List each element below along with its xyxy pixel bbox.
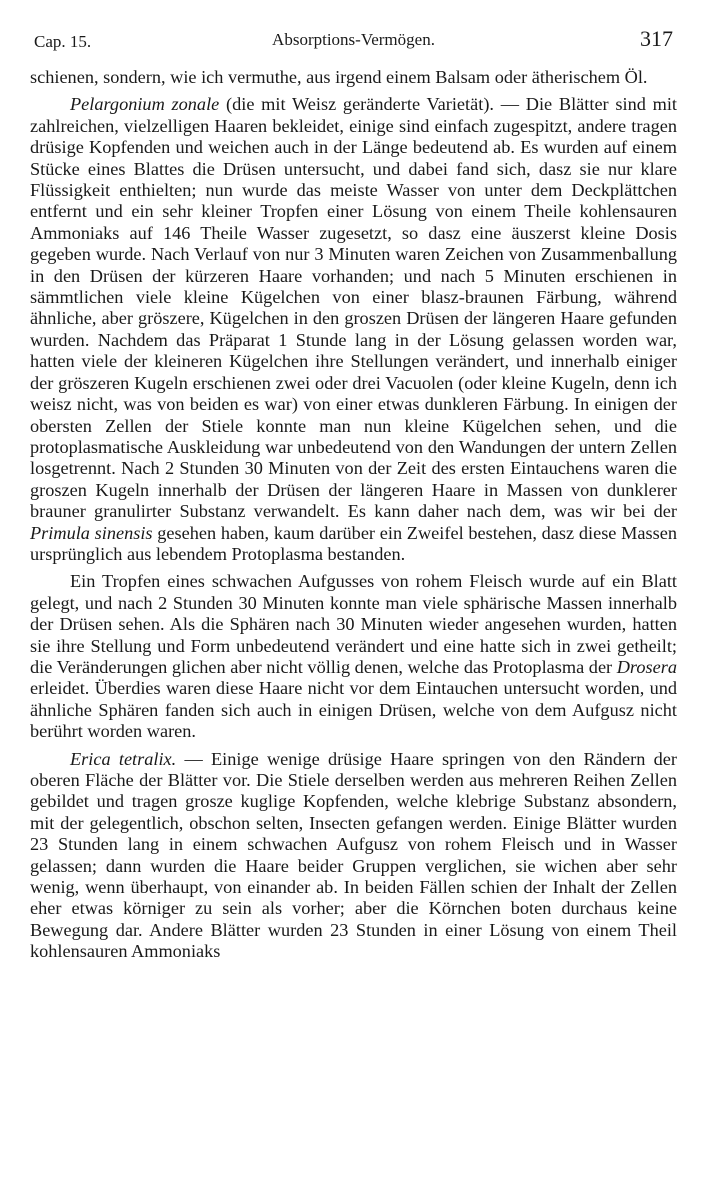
chapter-label: Cap. 15.	[34, 32, 92, 51]
text-segment: gesehen haben, kaum darüber ein Zweifel bestehen, dasz diese Massen ursprünglich aus lebendem Protoplasma bestanden.	[30, 522, 677, 564]
body-text	[30, 67, 677, 963]
section-title: Absorptions-Vermögen.	[272, 30, 435, 49]
species-name-primula: Primula sinensis	[30, 522, 153, 543]
running-header	[30, 26, 677, 58]
text-segment: — Einige wenige drüsige Haare springen von den Rändern der oberen Fläche der Blätter vor. Die Stiele derselben werden aus mehreren Reihen Zellen gebildet und tragen grosze kuglige Kopfenden, welche klebrige Substanz absondern, mit der gelegentlich, obschon selten, Insecten gefangen werden. Einige Blätter wurden 23 Stunden lang in einem schwachen Aufgusz von rohem Fleisch und in Wasser gelassen; dann wurden die Haare beider Gruppen verglichen, sie wichen aber sehr wenig, wenn überhaupt, von einander ab. In beiden Fällen schien der Inhalt der Zellen eher etwas körniger zu sein als vorher; aber die Körnchen boten durchaus keine Bewegung dar. Andere Blätter wurden 23 Stunden in einer Lösung von einem Theil kohlensauren Ammoniaks	[30, 748, 677, 962]
paragraph-pelargonium	[30, 94, 677, 565]
species-name-pelargonium: Pelargonium zonale	[70, 94, 220, 115]
text-segment: schienen, sondern, wie ich vermuthe, aus irgend einem Balsam oder ätherischem Öl.	[30, 67, 648, 87]
paragraph-erica	[30, 749, 677, 963]
paragraph-meat-infusion	[30, 571, 677, 742]
species-name-erica: Erica tetralix.	[70, 748, 177, 769]
text-segment: (die mit Weisz geränderte Varietät). — Die Blätter sind mit zahlreichen, vielzelligen Haaren bekleidet, einige sind einfach zugespitzt, andere tragen drüsige Kopfenden und weichen auch in der Länge bedeutend ab. Es wurden auf einem Stücke eines Blattes die Drüsen untersucht, und dabei fand sich, dasz sie nur klare Flüssigkeit enthielten; nun wurde das meiste Wasser von unter dem Deckplättchen entfernt und ein sehr kleiner Tropfen einer Lösung von einem Theile kohlensauren Ammoniaks auf 146 Theile Wasser zugesetzt, so dasz eine äuszerst kleine Dosis gegeben wurde. Nach Verlauf von nur 3 Minuten waren Zeichen von Zusammenballung in den Drüsen der kürzeren Haare vorhanden; und nach 5 Minuten erschienen in sämmtlichen viele kleine Kügelchen von einer blasz-braunen Färbung, während ähnliche, aber gröszere, Kügelchen in den groszen Drüsen der längeren Haare gefunden wurden. Nachdem das Präparat 1 Stunde lang in der Lösung gelassen worden war, hatten viele der kleineren Kügelchen ihre Stellungen verändert, und innerhalb einiger der gröszeren Kugeln erschienen zwei oder drei Vacuolen (oder kleine Kugeln, denn ich weisz nicht, was von beiden es war) von einer etwas dunkleren Färbung. In einigen der obersten Zellen der Stiele konnte man nun kleine Kügelchen sehen, und die protoplasmatische Auskleidung war unbedeutend von den Wandungen der untern Zellen losgetrennt. Nach 2 Stunden 30 Minuten von der Zeit des ersten Eintauchens waren die groszen Kugeln innerhalb der Drüsen der längeren Haare in Massen von dunklerer brauner granulirter Substanz verwandelt. Es kann daher nach dem, was wir bei der	[30, 94, 677, 522]
species-name-drosera: Drosera	[616, 656, 677, 677]
text-segment: erleidet. Überdies waren diese Haare nicht vor dem Eintauchen untersucht worden, und ähnliche Sphären fanden sich auch in einigen Drüsen, welche von dem Aufgusz nicht berührt worden waren.	[30, 678, 677, 742]
page-number: 317	[640, 26, 673, 51]
text-segment: Ein Tropfen eines schwachen Aufgusses von rohem Fleisch wurde auf ein Blatt gelegt, und nach 2 Stunden 30 Minuten konnte man viele sphärische Massen innerhalb der Drüsen sehen. Als die Sphären nach 30 Minuten wieder angesehen wurden, hatten sie ihre Stellung und Form unbedeutend verändert und eine hatte sich in zwei getheilt; die Veränderungen glichen aber nicht völlig denen, welche das Protoplasma der	[30, 571, 677, 677]
paragraph-continuation	[30, 67, 677, 88]
